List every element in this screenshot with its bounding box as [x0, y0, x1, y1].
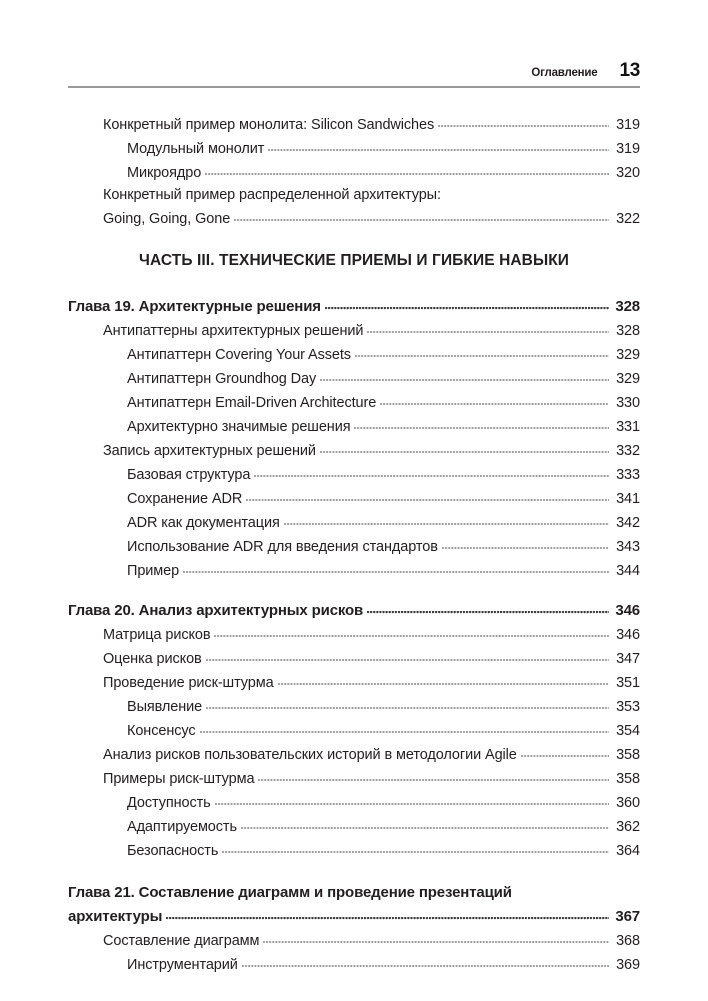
toc-entry-page: 351 — [616, 674, 640, 691]
toc-entry[interactable] — [68, 666, 640, 690]
dot-leader — [320, 377, 609, 383]
toc-entry[interactable] — [68, 642, 640, 666]
toc-entry-title: Конкретный пример распределенной архитектуры: — [103, 186, 441, 203]
toc-entry-page: 344 — [616, 562, 640, 579]
dot-leader — [166, 915, 609, 921]
toc-entry-title: Сохранение ADR — [127, 490, 243, 507]
page-number: 13 — [619, 60, 640, 81]
toc-entry-page: 341 — [616, 490, 640, 507]
toc-entry-title: Антипаттерны архитектурных решений — [103, 322, 364, 339]
dot-leader — [442, 545, 609, 551]
toc-entry-page: 319 — [616, 140, 640, 157]
toc-entry-title: Составление диаграмм — [103, 932, 260, 949]
dot-leader — [246, 497, 609, 503]
dot-leader — [367, 329, 609, 335]
dot-leader — [284, 521, 609, 527]
toc-chapter-heading-line1[interactable] — [68, 878, 640, 900]
toc-entry-page: 358 — [616, 770, 640, 787]
toc-chapter-heading[interactable] — [68, 594, 640, 618]
toc-entry[interactable] — [68, 834, 640, 858]
dot-leader — [367, 609, 609, 615]
toc-entry-page: 328 — [616, 322, 640, 339]
toc-entry-title: Антипаттерн Covering Your Assets — [127, 346, 351, 363]
toc-chapter-page: 328 — [615, 298, 640, 315]
dot-leader — [254, 473, 609, 479]
toc-chapter-page: 346 — [615, 602, 640, 619]
toc-entry-page: 331 — [616, 418, 640, 435]
toc-entry-title: Базовая структура — [127, 466, 251, 483]
toc-entry-title: Доступность — [127, 794, 211, 811]
toc-entry-page: 333 — [616, 466, 640, 483]
toc-entry[interactable] — [68, 924, 640, 948]
toc-entry[interactable] — [68, 108, 640, 132]
toc-entry[interactable] — [68, 410, 640, 434]
dot-leader — [183, 569, 609, 575]
toc-entry-page: 360 — [616, 794, 640, 811]
toc-entry-title: Антипаттерн Groundhog Day — [127, 370, 317, 387]
toc-entry-title-cont: Going, Going, Gone — [103, 210, 231, 227]
toc-entry-page: 354 — [616, 722, 640, 739]
toc-entry-page: 319 — [616, 116, 640, 133]
toc-entry[interactable] — [68, 786, 640, 810]
toc-entry-title: Проведение риск-штурма — [103, 674, 274, 691]
dot-leader — [258, 777, 609, 783]
toc-entry-page: 332 — [616, 442, 640, 459]
toc-entry-title: Адаптируемость — [127, 818, 237, 835]
dot-leader — [278, 681, 609, 687]
toc-entry-page: 368 — [616, 932, 640, 949]
toc-entry[interactable] — [68, 338, 640, 362]
toc-entry-page: 330 — [616, 394, 640, 411]
toc-entry-title: Конкретный пример монолита: Silicon Sandwiches — [103, 116, 435, 133]
header-divider — [68, 86, 640, 88]
toc-entry[interactable] — [68, 386, 640, 410]
toc-entry[interactable] — [68, 714, 640, 738]
toc-entry-page: 346 — [616, 626, 640, 643]
toc-entry[interactable] — [68, 482, 640, 506]
toc-entry[interactable] — [68, 762, 640, 786]
toc-entry-page: 320 — [616, 164, 640, 181]
toc-entry-title: Выявление — [127, 698, 203, 715]
toc-entry-page: 347 — [616, 650, 640, 667]
dot-leader — [320, 449, 609, 455]
toc-entry-title: Примеры риск-штурма — [103, 770, 255, 787]
toc-entry[interactable] — [68, 506, 640, 530]
toc-entry[interactable] — [68, 948, 640, 972]
toc-chapter-page: 367 — [615, 908, 640, 925]
dot-leader — [438, 123, 609, 129]
toc-entry-page: 322 — [616, 210, 640, 227]
toc-entry-title: Консенсус — [127, 722, 196, 739]
toc-chapter-title: Глава 20. Анализ архитектурных рисков — [68, 602, 364, 619]
toc-entry-page: 329 — [616, 370, 640, 387]
toc-entry-line2[interactable] — [68, 202, 640, 226]
toc-entry-title: Модульный монолит — [127, 140, 265, 157]
toc-entry-title: Анализ рисков пользовательских историй в методологии Agile — [103, 746, 517, 763]
toc-chapter-heading[interactable] — [68, 290, 640, 314]
dot-leader — [521, 753, 609, 759]
dot-leader — [242, 963, 609, 969]
toc-entry-page: 342 — [616, 514, 640, 531]
dot-leader — [263, 939, 609, 945]
toc-entry-title: Использование ADR для введения стандартов — [127, 538, 438, 555]
toc-entry-page: 343 — [616, 538, 640, 555]
toc-entry[interactable] — [68, 362, 640, 386]
toc-entry-title: Матрица рисков — [103, 626, 211, 643]
dot-leader — [205, 171, 609, 177]
spacer — [68, 858, 640, 878]
dot-leader — [206, 705, 609, 711]
toc-entry[interactable] — [68, 156, 640, 180]
dot-leader — [234, 217, 609, 223]
dot-leader — [222, 849, 609, 855]
dot-leader — [241, 825, 609, 831]
toc-entry-title: ADR как документация — [127, 514, 280, 531]
running-head — [68, 60, 640, 82]
toc-entry[interactable] — [68, 690, 640, 714]
toc-entry[interactable] — [68, 314, 640, 338]
dot-leader — [355, 353, 609, 359]
toc-entry[interactable] — [68, 810, 640, 834]
toc-entry[interactable] — [68, 554, 640, 578]
toc-chapter-title: Глава 21. Составление диаграмм и проведение презентаций — [68, 884, 512, 901]
dot-leader — [214, 633, 609, 639]
dot-leader — [206, 657, 609, 663]
toc-chapter-title: Глава 19. Архитектурные решения — [68, 298, 321, 315]
dot-leader — [215, 801, 609, 807]
toc-entry[interactable] — [68, 530, 640, 554]
toc-entry-page: 329 — [616, 346, 640, 363]
toc-entry-page: 369 — [616, 956, 640, 973]
toc-entry-title: Антипаттерн Email-Driven Architecture — [127, 394, 377, 411]
toc-chapter-title-cont: архитектуры — [68, 908, 163, 925]
toc-list — [68, 108, 640, 972]
toc-entry[interactable] — [68, 434, 640, 458]
toc-entry-page: 353 — [616, 698, 640, 715]
toc-chapter-heading-line2[interactable] — [68, 900, 640, 924]
dot-leader — [200, 729, 609, 735]
dot-leader — [325, 305, 609, 311]
toc-entry-title: Запись архитектурных решений — [103, 442, 316, 459]
toc-entry-title: Оценка рисков — [103, 650, 202, 667]
spacer — [68, 270, 640, 290]
spacer — [68, 578, 640, 594]
part-heading: ЧАСТЬ III. ТЕХНИЧЕСКИЕ ПРИЕМЫ И ГИБКИЕ НАВЫКИ — [138, 252, 570, 269]
toc-entry-title: Пример — [127, 562, 180, 579]
dot-leader — [354, 425, 609, 431]
running-head-title: Оглавление — [531, 67, 598, 79]
toc-entry-line1[interactable] — [68, 180, 640, 202]
spacer — [68, 226, 640, 252]
toc-entry-page: 362 — [616, 818, 640, 835]
toc-entry-page: 364 — [616, 842, 640, 859]
toc-entry[interactable] — [68, 458, 640, 482]
toc-entry-page: 358 — [616, 746, 640, 763]
toc-entry-title: Инструментарий — [127, 956, 238, 973]
toc-entry[interactable] — [68, 618, 640, 642]
toc-entry[interactable] — [68, 132, 640, 156]
dot-leader — [380, 401, 609, 407]
toc-entry-title: Архитектурно значимые решения — [127, 418, 351, 435]
toc-entry[interactable] — [68, 738, 640, 762]
toc-entry-title: Микроядро — [127, 164, 202, 181]
dot-leader — [268, 147, 609, 153]
toc-entry-title: Безопасность — [127, 842, 219, 859]
